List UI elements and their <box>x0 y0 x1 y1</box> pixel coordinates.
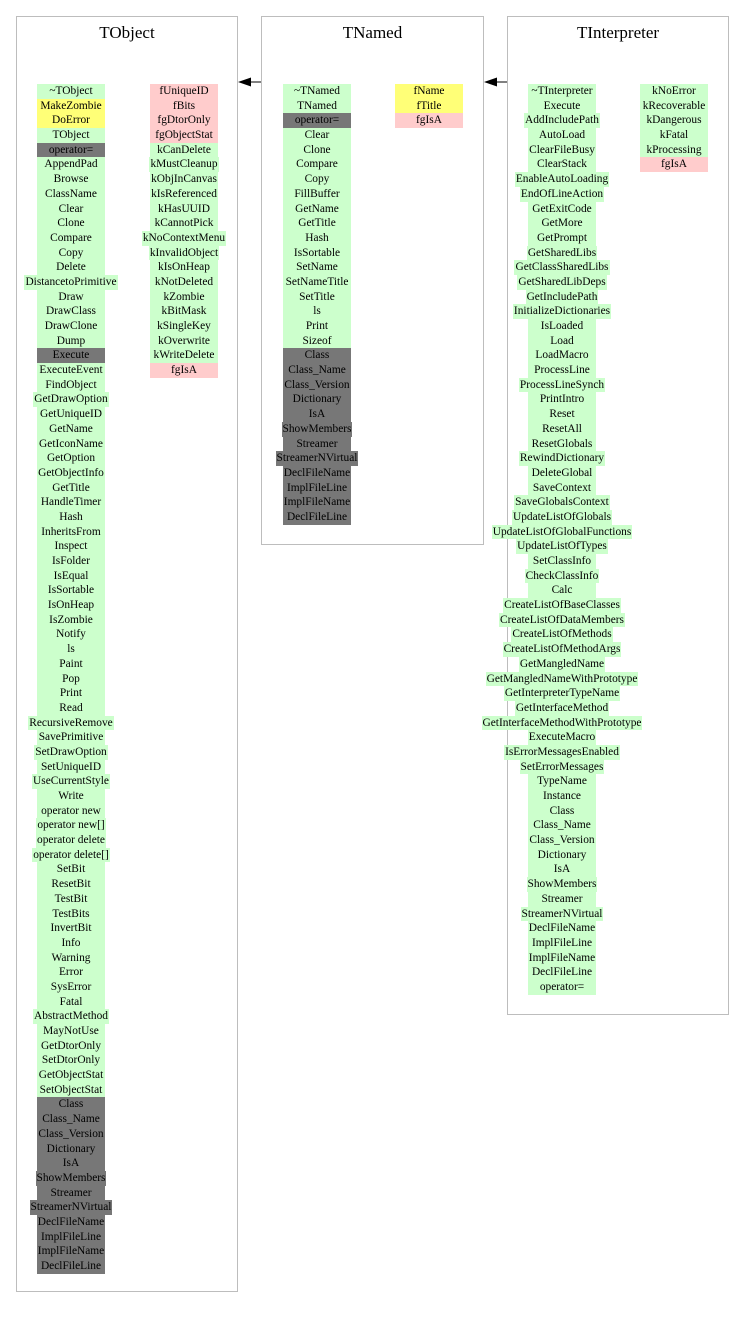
method-entry: SysError <box>37 980 105 995</box>
method-entry: GetIncludePath <box>526 290 598 303</box>
method-entry: Load <box>528 334 596 349</box>
member-entry: kIsOnHeap <box>150 260 218 275</box>
method-entry: GetInterfaceMethodWithPrototype <box>482 716 642 729</box>
method-entry: DeclFileLine <box>283 510 351 525</box>
method-entry: IsErrorMessagesEnabled <box>505 745 619 758</box>
method-entry: GetExitCode <box>528 202 596 217</box>
method-entry: SetObjectStat <box>37 1083 105 1098</box>
method-entry: UpdateListOfGlobals <box>512 510 612 523</box>
method-entry: Streamer <box>37 1186 105 1201</box>
method-entry: MayNotUse <box>37 1024 105 1039</box>
method-entry: GetClassSharedLibs <box>515 261 609 274</box>
method-entry: AutoLoad <box>528 128 596 143</box>
method-entry: InheritsFrom <box>37 525 105 540</box>
method-entry: SetDrawOption <box>35 745 107 758</box>
method-entry: Print <box>283 319 351 334</box>
method-entry: GetTitle <box>37 481 105 496</box>
method-entry: Info <box>37 936 105 951</box>
method-entry: IsA <box>528 862 596 877</box>
method-entry: Hash <box>283 231 351 246</box>
method-entry: Class <box>37 1097 105 1112</box>
member-entry: fgIsA <box>395 113 463 128</box>
method-entry: GetName <box>283 202 351 217</box>
method-entry: ClearFileBusy <box>529 143 595 156</box>
member-entry: fTitle <box>395 99 463 114</box>
method-entry: GetInterfaceMethod <box>515 701 609 714</box>
member-entry: kHasUUID <box>150 202 218 217</box>
method-entry: Streamer <box>283 437 351 452</box>
method-entry: GetMangledName <box>519 657 605 670</box>
member-entry: kSingleKey <box>150 319 218 334</box>
method-entry: operator delete <box>37 834 105 847</box>
method-entry: ~TInterpreter <box>528 84 596 99</box>
method-entry: TObject <box>37 128 105 143</box>
method-entry: Fatal <box>37 995 105 1010</box>
method-entry: SetName <box>283 260 351 275</box>
method-entry: IsA <box>283 407 351 422</box>
member-entry: fgIsA <box>150 363 218 378</box>
member-entry: kFatal <box>640 128 708 143</box>
method-entry: Paint <box>37 657 105 672</box>
method-entry: CheckClassInfo <box>525 569 599 582</box>
method-entry: Sizeof <box>283 334 351 349</box>
method-entry: Copy <box>283 172 351 187</box>
method-entry: Clone <box>283 143 351 158</box>
method-entry: ProcessLine <box>528 363 596 378</box>
method-entry: ShowMembers <box>282 422 352 435</box>
method-entry: Delete <box>37 260 105 275</box>
method-entry: AddIncludePath <box>524 114 600 127</box>
method-entry: HandleTimer <box>37 495 105 510</box>
method-entry: GetIconName <box>37 437 105 452</box>
method-entry: AppendPad <box>37 157 105 172</box>
member-entry: fgIsA <box>640 157 708 172</box>
method-entry: Read <box>37 701 105 716</box>
method-entry: ~TObject <box>37 84 105 99</box>
method-entry: CreateListOfDataMembers <box>500 613 624 626</box>
method-entry: ImplFileLine <box>528 936 596 951</box>
member-entry: kRecoverable <box>640 99 708 114</box>
method-entry: ResetGlobals <box>528 437 596 452</box>
method-entry: Class_Version <box>529 834 595 847</box>
member-entry: kCanDelete <box>150 143 218 158</box>
method-entry: UpdateListOfTypes <box>517 540 607 553</box>
method-entry: GetDrawOption <box>34 393 108 406</box>
method-entry: IsSortable <box>37 583 105 598</box>
member-entry: kObjInCanvas <box>151 173 217 186</box>
method-entry: Draw <box>37 290 105 305</box>
method-entry: GetUniqueID <box>37 407 105 422</box>
method-entry: Class <box>283 348 351 363</box>
method-entry: Class_Name <box>528 818 596 833</box>
method-entry: Write <box>37 789 105 804</box>
method-entry: ls <box>37 642 105 657</box>
method-entry: UseCurrentStyle <box>33 775 109 788</box>
method-entry: FillBuffer <box>283 187 351 202</box>
method-entry: Error <box>37 965 105 980</box>
method-entry: ImplFileName <box>37 1245 105 1258</box>
method-entry: AbstractMethod <box>33 1010 109 1023</box>
method-entry: SetNameTitle <box>283 275 351 290</box>
method-entry: DeclFileLine <box>528 965 596 980</box>
method-entry: DistancetoPrimitive <box>25 275 117 288</box>
method-entry: InitializeDictionaries <box>513 305 611 318</box>
method-entry: DeleteGlobal <box>528 466 596 481</box>
method-entry: SetBit <box>37 862 105 877</box>
method-entry: Class_Name <box>37 1112 105 1127</box>
member-entry: kOverwrite <box>150 334 218 349</box>
method-entry: ResetBit <box>37 877 105 892</box>
method-entry: ClassName <box>37 187 105 202</box>
class-title-tinterpreter: TInterpreter <box>576 23 660 42</box>
method-entry: Warning <box>37 951 105 966</box>
method-entry: SaveContext <box>528 481 596 496</box>
method-entry: CreateListOfMethodArgs <box>503 643 621 656</box>
method-entry: operator= <box>283 113 351 128</box>
method-entry: DeclFileName <box>283 466 351 479</box>
method-entry: Inspect <box>37 539 105 554</box>
method-entry: InvertBit <box>37 921 105 936</box>
method-entry: Copy <box>37 246 105 261</box>
method-entry: DrawClone <box>37 319 105 334</box>
method-entry: IsLoaded <box>528 319 596 334</box>
method-entry: Browse <box>37 172 105 187</box>
method-entry: SetUniqueID <box>37 760 105 775</box>
method-entry: Dump <box>37 334 105 349</box>
method-entry: Compare <box>283 157 351 172</box>
member-entry: fName <box>395 84 463 99</box>
method-entry: GetOption <box>37 451 105 466</box>
member-entry: kNoError <box>640 84 708 99</box>
method-entry: ResetAll <box>528 422 596 437</box>
method-entry: GetSharedLibs <box>527 246 597 259</box>
method-entry: Compare <box>37 231 105 246</box>
class-title-tnamed: TNamed <box>342 23 403 42</box>
method-entry: Dictionary <box>283 392 351 407</box>
method-entry: IsFolder <box>37 554 105 569</box>
method-entry: operator= <box>528 980 596 995</box>
member-entry: fBits <box>150 99 218 114</box>
method-entry: GetInterpreterTypeName <box>504 687 620 700</box>
method-entry: ImplFileLine <box>37 1230 105 1245</box>
method-entry: CreateListOfMethods <box>512 628 612 641</box>
method-entry: Hash <box>37 510 105 525</box>
method-entry: IsSortable <box>283 246 351 261</box>
member-entry: kMustCleanup <box>150 158 218 171</box>
method-entry: SetClassInfo <box>528 554 596 569</box>
method-entry: MakeZombie <box>37 99 105 114</box>
method-entry: GetMangledNameWithPrototype <box>486 672 638 685</box>
method-entry: TestBits <box>37 907 105 922</box>
method-entry: operator= <box>37 143 105 158</box>
member-entry: kInvalidObject <box>149 246 219 259</box>
method-entry: ProcessLineSynch <box>519 378 605 391</box>
method-entry: ImplFileName <box>283 496 351 509</box>
method-entry: SetErrorMessages <box>520 760 604 773</box>
method-entry: DeclFileName <box>528 922 596 935</box>
method-entry: LoadMacro <box>528 348 596 363</box>
method-entry: ClearStack <box>528 157 596 172</box>
method-entry: FindObject <box>37 378 105 393</box>
method-entry: GetSharedLibDeps <box>518 275 606 288</box>
method-entry: operator new[] <box>37 819 105 832</box>
method-entry: Streamer <box>528 892 596 907</box>
method-entry: Dictionary <box>528 848 596 863</box>
method-entry: ls <box>283 304 351 319</box>
member-entry: kProcessing <box>640 143 708 158</box>
method-entry: SetTitle <box>283 290 351 305</box>
method-entry: StreamerNVirtual <box>276 452 358 465</box>
method-entry: TypeName <box>528 774 596 789</box>
method-entry: Reset <box>528 407 596 422</box>
method-entry: GetObjectInfo <box>38 466 104 479</box>
method-entry: ~TNamed <box>283 84 351 99</box>
method-entry: Dictionary <box>37 1142 105 1157</box>
method-entry: operator new <box>37 804 105 819</box>
method-entry: EndOfLineAction <box>520 187 604 200</box>
member-entry: kDangerous <box>640 113 708 128</box>
method-entry: DoError <box>37 113 105 128</box>
method-entry: TestBit <box>37 892 105 907</box>
arrow-tinterpreter-to-tnamed <box>484 78 507 87</box>
method-entry: RecursiveRemove <box>29 716 113 729</box>
method-entry: StreamerNVirtual <box>30 1201 112 1214</box>
member-entry: fgDtorOnly <box>150 113 218 128</box>
method-entry: Clear <box>283 128 351 143</box>
method-entry: UpdateListOfGlobalFunctions <box>492 525 632 538</box>
member-entry: kCannotPick <box>150 216 218 231</box>
method-entry: SetDtorOnly <box>37 1053 105 1068</box>
method-entry: DeclFileName <box>37 1215 105 1228</box>
class-title-tobject: TObject <box>99 23 155 42</box>
method-entry: ImplFileName <box>528 951 596 964</box>
method-entry: DeclFileLine <box>37 1259 105 1274</box>
member-entry: fUniqueID <box>150 84 218 99</box>
method-entry: Class <box>528 804 596 819</box>
member-entry: kNoContextMenu <box>142 231 226 244</box>
method-entry: SavePrimitive <box>38 731 104 744</box>
member-entry: kNotDeleted <box>150 275 218 290</box>
member-entry: kIsReferenced <box>151 187 217 200</box>
method-entry: GetTitle <box>283 216 351 231</box>
method-entry: operator delete[] <box>33 848 109 861</box>
method-entry: GetDtorOnly <box>37 1039 105 1054</box>
method-entry: ExecuteEvent <box>37 363 105 378</box>
method-entry: GetName <box>37 422 105 437</box>
method-entry: ShowMembers <box>527 878 597 891</box>
member-entry: kZombie <box>150 290 218 305</box>
method-entry: Clone <box>37 216 105 231</box>
method-entry: ExecuteMacro <box>528 731 596 744</box>
method-entry: ShowMembers <box>36 1171 106 1184</box>
method-entry: SaveGlobalsContext <box>515 496 609 509</box>
method-entry: Class_Version <box>38 1127 104 1140</box>
method-entry: IsZombie <box>37 613 105 628</box>
method-entry: EnableAutoLoading <box>515 173 609 186</box>
method-entry: GetPrompt <box>528 231 596 246</box>
method-entry: Execute <box>528 99 596 114</box>
method-entry: Class_Name <box>283 363 351 378</box>
method-entry: RewindDictionary <box>519 452 605 465</box>
method-entry: TNamed <box>283 99 351 114</box>
member-entry: kBitMask <box>150 304 218 319</box>
arrow-tnamed-to-tobject <box>238 78 261 87</box>
method-entry: Execute <box>37 348 105 363</box>
method-entry: GetMore <box>528 216 596 231</box>
method-entry: Print <box>37 686 105 701</box>
method-entry: Notify <box>37 627 105 642</box>
method-entry: ImplFileLine <box>283 481 351 496</box>
method-entry: CreateListOfBaseClasses <box>504 599 620 612</box>
method-entry: GetObjectStat <box>38 1069 104 1082</box>
method-entry: Pop <box>37 672 105 687</box>
method-entry: PrintIntro <box>528 392 596 407</box>
method-entry: Class_Version <box>284 378 350 391</box>
member-entry: fgObjectStat <box>150 128 218 143</box>
method-entry: IsEqual <box>37 569 105 584</box>
method-entry: StreamerNVirtual <box>521 907 603 920</box>
method-entry: DrawClass <box>37 304 105 319</box>
member-entry: kWriteDelete <box>150 348 218 363</box>
method-entry: IsOnHeap <box>37 598 105 613</box>
method-entry: Calc <box>528 583 596 598</box>
method-entry: Clear <box>37 202 105 217</box>
method-entry: Instance <box>528 789 596 804</box>
method-entry: IsA <box>37 1156 105 1171</box>
